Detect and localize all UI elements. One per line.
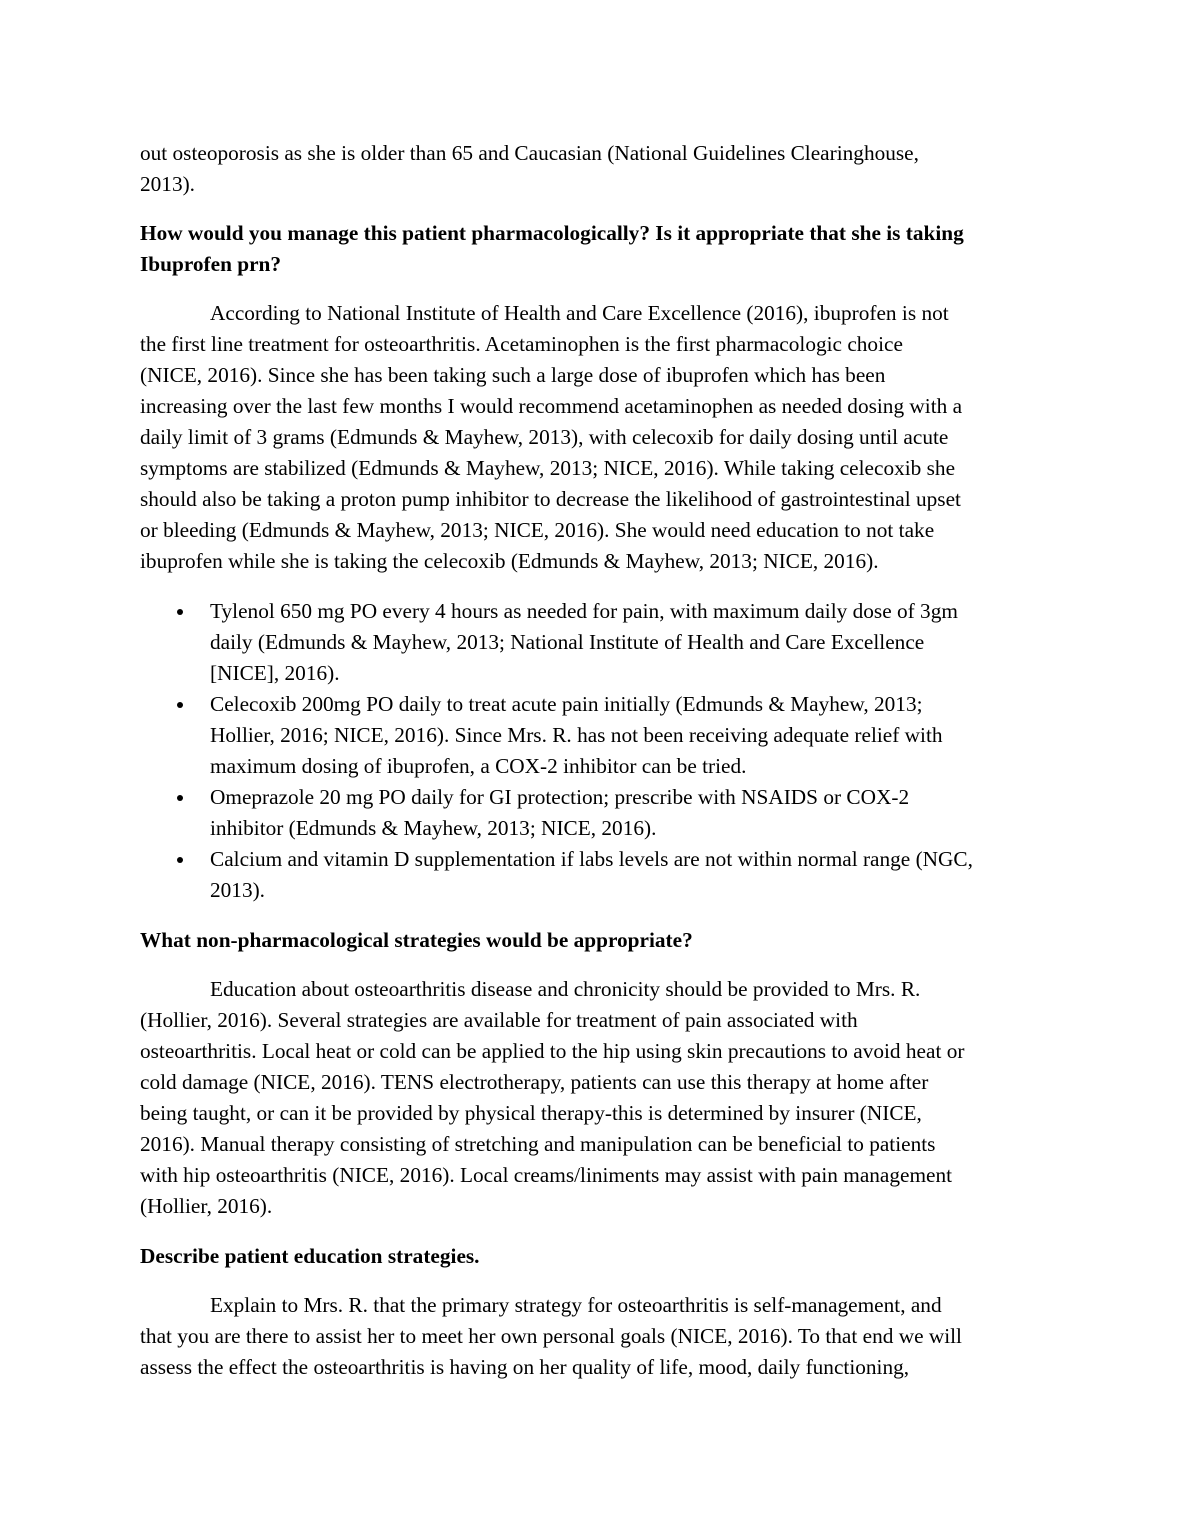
bullet-item: [140, 782, 1070, 844]
text-line: being taught, or can it be provided by physical therapy-this is determined by insurer (NICE,: [140, 1101, 922, 1125]
bullet-icon: [177, 795, 183, 801]
text-line: Education about osteoarthritis disease and chronicity should be provided to Mrs. R.: [210, 977, 921, 1001]
text-line: increasing over the last few months I would recommend acetaminophen as needed dosing with a: [140, 394, 963, 418]
bullet-icon: [177, 857, 183, 863]
text-line: daily (Edmunds & Mayhew, 2013; National Institute of Health and Care Excellence: [210, 630, 925, 654]
text-line: Explain to Mrs. R. that the primary strategy for osteoarthritis is self-management, and: [210, 1293, 942, 1317]
section-heading: [140, 925, 1070, 956]
text-line: maximum dosing of ibuprofen, a COX-2 inhibitor can be tried.: [210, 754, 747, 778]
text-line: Tylenol 650 mg PO every 4 hours as needed for pain, with maximum daily dose of 3gm: [210, 599, 958, 623]
text-line: assess the effect the osteoarthritis is having on her quality of life, mood, daily functioning,: [140, 1355, 910, 1379]
text-line: 2013).: [140, 172, 196, 196]
bullet-item: [140, 596, 1070, 689]
section-non-pharmacological: [140, 925, 1070, 1222]
bullet-icon: [177, 609, 183, 615]
text-line: with hip osteoarthritis (NICE, 2016). Local creams/liniments may assist with pain management: [140, 1163, 953, 1187]
text-line: cold damage (NICE, 2016). TENS electrotherapy, patients can use this therapy at home after: [140, 1070, 929, 1094]
text-line: symptoms are stabilized (Edmunds & Mayhew, 2013; NICE, 2016). While taking celecoxib she: [140, 456, 956, 480]
heading-line: How would you manage this patient pharmacologically? Is it appropriate that she is taking: [140, 221, 964, 245]
text-line: should also be taking a proton pump inhibitor to decrease the likelihood of gastrointestinal upset: [140, 487, 961, 511]
text-line: According to National Institute of Health and Care Excellence (2016), ibuprofen is not: [210, 301, 949, 325]
section-heading: [140, 1241, 1070, 1272]
text-line: ibuprofen while she is taking the celecoxib (Edmunds & Mayhew, 2013; NICE, 2016).: [140, 549, 879, 573]
text-line: the first line treatment for osteoarthritis. Acetaminophen is the first pharmacologic choice: [140, 332, 903, 356]
bullet-item: [140, 844, 1070, 906]
section-heading: [140, 218, 1070, 280]
section-pharmacological: [140, 218, 1070, 906]
heading-line: Describe patient education strategies.: [140, 1244, 480, 1268]
section-paragraph: [140, 974, 1070, 1222]
text-line: Celecoxib 200mg PO daily to treat acute pain initially (Edmunds & Mayhew, 2013;: [210, 692, 923, 716]
heading-line: Ibuprofen prn?: [140, 252, 282, 276]
section-paragraph: [140, 298, 1070, 577]
text-line: (Hollier, 2016).: [140, 1194, 273, 1218]
bullet-icon: [177, 702, 183, 708]
document-page: [140, 138, 1070, 1383]
text-line: daily limit of 3 grams (Edmunds & Mayhew, 2013), with celecoxib for daily dosing until acute: [140, 425, 949, 449]
text-line: Omeprazole 20 mg PO daily for GI protection; prescribe with NSAIDS or COX-2: [210, 785, 910, 809]
section-patient-education: [140, 1241, 1070, 1383]
heading-line: What non-pharmacological strategies would be appropriate?: [140, 928, 693, 952]
text-line: osteoarthritis. Local heat or cold can be applied to the hip using skin precautions to avoid heat or: [140, 1039, 965, 1063]
medication-bullet-list: [140, 596, 1070, 906]
bullet-item: [140, 689, 1070, 782]
text-line: that you are there to assist her to meet her own personal goals (NICE, 2016). To that end we will: [140, 1324, 962, 1348]
text-line: (NICE, 2016). Since she has been taking such a large dose of ibuprofen which has been: [140, 363, 886, 387]
text-line: out osteoporosis as she is older than 65 and Caucasian (National Guidelines Clearinghouse,: [140, 141, 919, 165]
text-line: 2016). Manual therapy consisting of stretching and manipulation can be beneficial to patients: [140, 1132, 936, 1156]
text-line: inhibitor (Edmunds & Mayhew, 2013; NICE, 2016).: [210, 816, 657, 840]
intro-continuation-paragraph: [140, 138, 1070, 200]
text-line: Hollier, 2016; NICE, 2016). Since Mrs. R. has not been receiving adequate relief with: [210, 723, 943, 747]
text-line: 2013).: [210, 878, 266, 902]
text-line: Calcium and vitamin D supplementation if labs levels are not within normal range (NGC,: [210, 847, 973, 871]
text-line: [NICE], 2016).: [210, 661, 340, 685]
text-line: or bleeding (Edmunds & Mayhew, 2013; NICE, 2016). She would need education to not take: [140, 518, 935, 542]
text-line: (Hollier, 2016). Several strategies are available for treatment of pain associated with: [140, 1008, 858, 1032]
section-paragraph: [140, 1290, 1070, 1383]
